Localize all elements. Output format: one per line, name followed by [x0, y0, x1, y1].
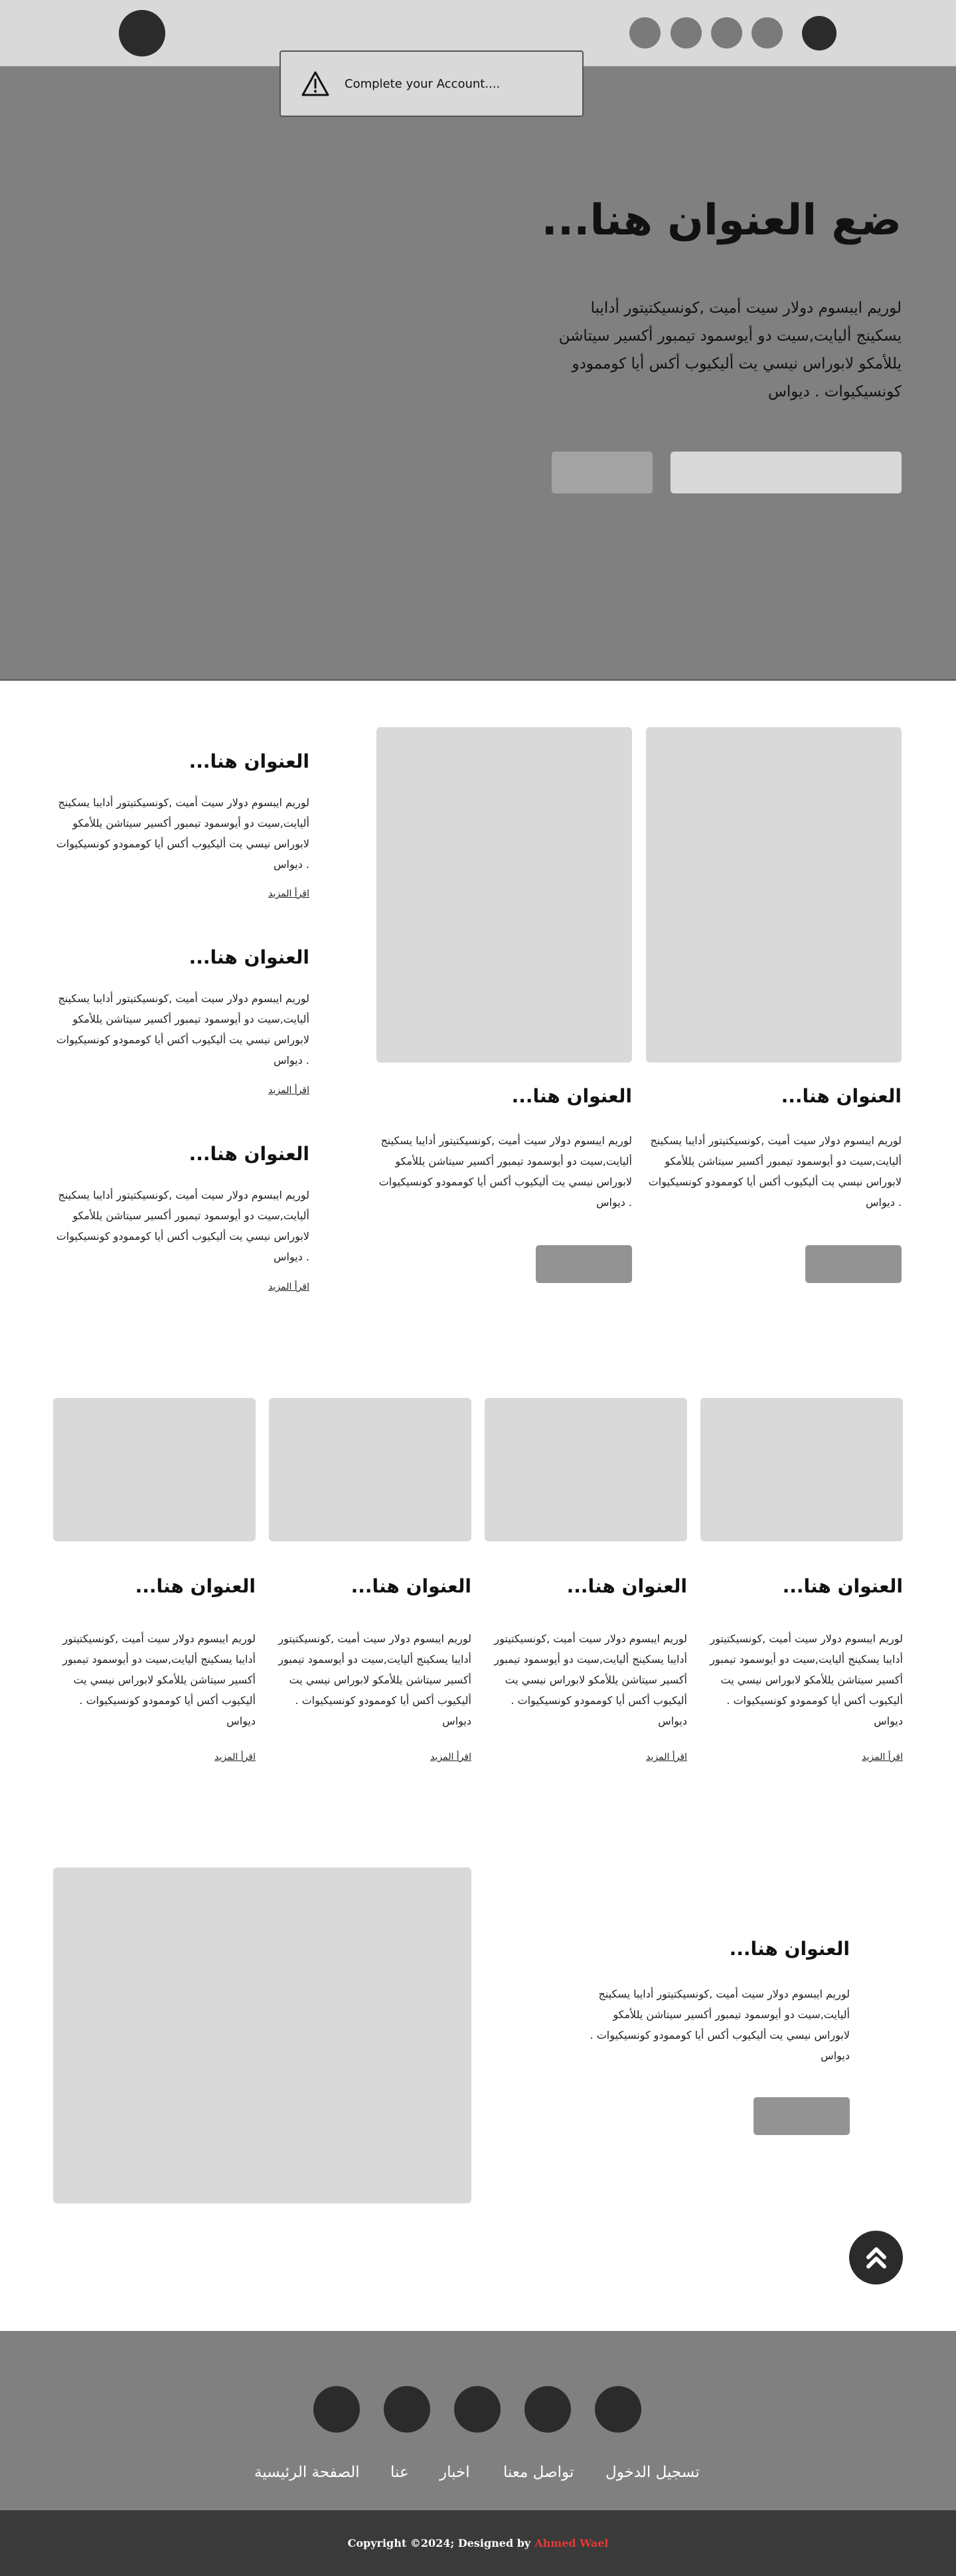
footer-link-news[interactable]: اخبار [439, 2464, 470, 2481]
read-more-link[interactable]: اقرأ المزيد [268, 889, 309, 899]
grid-card-text: لوريم ايبسوم دولار سيت أميت ,كونسيكتيتور أدايبا يسكينج أليايت,سيت دو أيوسمود تيمبور أكسير سيتاشن يللأمكو لابوراس نيسي يت أليكيوب أكس أيا كوممودو كونسيكيوات . ديواس [494, 1632, 687, 1727]
about-text: لوريم ايبسوم دولار سيت أميت ,كونسيكتيتور أدايبا يسكينج أليايت,سيت دو أيوسمود تيمبور أكسير سيتاشن يللأمكو لابوراس نيسي يت أليكيوب أكس أيا كوممودو كونسيكيوات . ديواس [590, 1988, 850, 2062]
featured-card-button[interactable] [805, 1245, 902, 1283]
author-name[interactable]: Ahmed Wael [534, 2537, 609, 2549]
read-more-link[interactable]: اقرأ المزيد [430, 1752, 471, 1762]
about-image [53, 1867, 471, 2203]
back-to-top-button[interactable] [849, 2231, 903, 2284]
featured-list-title: العنوان هنا... [189, 946, 309, 968]
featured-list-text: لوريم ايبسوم دولار سيت أميت ,كونسيكتيتور أدايبا يسكينج أليايت,سيت دو أيوسمود تيمبور أكسير سيتاشن يللأمكو لابوراس نيسي يت أليكيوب أكس أيا كوممودو كونسيكيوات . ديواس [56, 992, 309, 1067]
grid-card-title: العنوان هنا... [135, 1575, 256, 1597]
grid-card-image[interactable] [485, 1398, 687, 1541]
social-icon-5[interactable] [595, 2386, 641, 2433]
featured-card-image[interactable] [376, 727, 632, 1063]
grid-card-image[interactable] [53, 1398, 256, 1541]
featured-list-title: العنوان هنا... [189, 1143, 309, 1165]
grid-card-title: العنوان هنا... [782, 1575, 903, 1597]
about-button[interactable] [754, 2097, 850, 2135]
featured-list-title: العنوان هنا... [189, 750, 309, 772]
featured-card-button[interactable] [536, 1245, 632, 1283]
nav-item-3[interactable] [711, 17, 742, 48]
featured-card-image[interactable] [646, 727, 902, 1063]
hero-primary-button[interactable] [671, 452, 902, 493]
copyright-bar [0, 2510, 956, 2576]
footer-link-about[interactable]: عنا [390, 2464, 409, 2481]
featured-list-text: لوريم ايبسوم دولار سيت أميت ,كونسيكتيتور أدايبا يسكينج أليايت,سيت دو أيوسمود تيمبور أكسير سيتاشن يللأمكو لابوراس نيسي يت أليكيوب أكس أيا كوممودو كونسيكيوات . ديواس [56, 796, 309, 871]
grid-card-text: لوريم ايبسوم دولار سيت أميت ,كونسيكتيتور أدايبا يسكينج أليايت,سيت دو أيوسمود تيمبور أكسير سيتاشن يللأمكو لابوراس نيسي يت أليكيوب أكس أيا كوممودو كونسيكيوات . ديواس [710, 1632, 903, 1727]
read-more-link[interactable]: اقرأ المزيد [268, 1282, 309, 1292]
nav-item-4[interactable] [752, 17, 783, 48]
read-more-link[interactable]: اقرأ المزيد [646, 1752, 687, 1762]
nav-item-2[interactable] [671, 17, 702, 48]
social-icon-4[interactable] [524, 2386, 571, 2433]
hero-description: لوريم ايبسوم دولار سيت أميت ,كونسيكتيتور أدايبا يسكينج أليايت,سيت دو أيوسمود تيمبور أكسير سيتاشن يللأمكو لابوراس نيسي يت أليكيوب أكس أيا كوممودو كونسيكيوات . ديواس [558, 300, 902, 400]
footer-link-home[interactable]: الصفحة الرئيسية [254, 2464, 360, 2481]
logo[interactable] [119, 10, 165, 56]
read-more-link[interactable]: اقرأ المزيد [862, 1752, 903, 1762]
nav-item-1[interactable] [629, 17, 661, 48]
footer-link-contact[interactable]: تواصل معنا [503, 2464, 574, 2481]
featured-card-title: العنوان هنا... [781, 1085, 902, 1107]
read-more-link[interactable]: اقرأ المزيد [268, 1085, 309, 1096]
profile-avatar[interactable] [802, 16, 836, 50]
about-title: العنوان هنا... [729, 1938, 850, 1960]
warning-icon [301, 70, 330, 97]
grid-card-image[interactable] [700, 1398, 903, 1541]
grid-card-image[interactable] [269, 1398, 471, 1541]
social-icon-3[interactable] [454, 2386, 501, 2433]
hero-secondary-button[interactable] [552, 452, 653, 493]
hero-section [0, 66, 956, 681]
grid-card-text: لوريم ايبسوم دولار سيت أميت ,كونسيكتيتور أدايبا يسكينج أليايت,سيت دو أيوسمود تيمبور أكسير سيتاشن يللأمكو لابوراس نيسي يت أليكيوب أكس أيا كوممودو كونسيكيوات . ديواس [278, 1632, 471, 1727]
featured-card-text: لوريم ايبسوم دولار سيت أميت ,كونسيكتيتور أدايبا يسكينج أليايت,سيت دو أيوسمود تيمبور أكسير سيتاشن يللأمكو لابوراس نيسي يت أليكيوب أكس أيا كوممودو كونسيكيوات . ديواس [648, 1134, 902, 1209]
grid-card-text: لوريم ايبسوم دولار سيت أميت ,كونسيكتيتور أدايبا يسكينج أليايت,سيت دو أيوسمود تيمبور أكسير سيتاشن يللأمكو لابوراس نيسي يت أليكيوب أكس أيا كوممودو كونسيكيوات . ديواس [62, 1632, 256, 1727]
featured-card-title: العنوان هنا... [511, 1085, 632, 1107]
read-more-link[interactable]: اقرأ المزيد [214, 1752, 256, 1762]
featured-card-text: لوريم ايبسوم دولار سيت أميت ,كونسيكتيتور أدايبا يسكينج أليايت,سيت دو أيوسمود تيمبور أكسير سيتاشن يللأمكو لابوراس نيسي يت أليكيوب أكس أيا كوممودو كونسيكيوات . ديواس [378, 1134, 632, 1209]
alert-message: Complete your Account.... [345, 76, 501, 91]
grid-card-title: العنوان هنا... [566, 1575, 687, 1597]
footer-link-login[interactable]: تسجيل الدخول [605, 2464, 700, 2481]
grid-card-title: العنوان هنا... [351, 1575, 471, 1597]
copyright-text: Copyright ©2024; Designed by [347, 2537, 531, 2549]
hero-title: ضع العنوان هنا... [541, 196, 902, 245]
social-icon-1[interactable] [313, 2386, 360, 2433]
double-chevron-up-icon [863, 2245, 890, 2271]
account-alert[interactable] [279, 50, 584, 117]
featured-list-text: لوريم ايبسوم دولار سيت أميت ,كونسيكتيتور أدايبا يسكينج أليايت,سيت دو أيوسمود تيمبور أكسير سيتاشن يللأمكو لابوراس نيسي يت أليكيوب أكس أيا كوممودو كونسيكيوات . ديواس [56, 1189, 309, 1263]
social-icon-2[interactable] [384, 2386, 430, 2433]
